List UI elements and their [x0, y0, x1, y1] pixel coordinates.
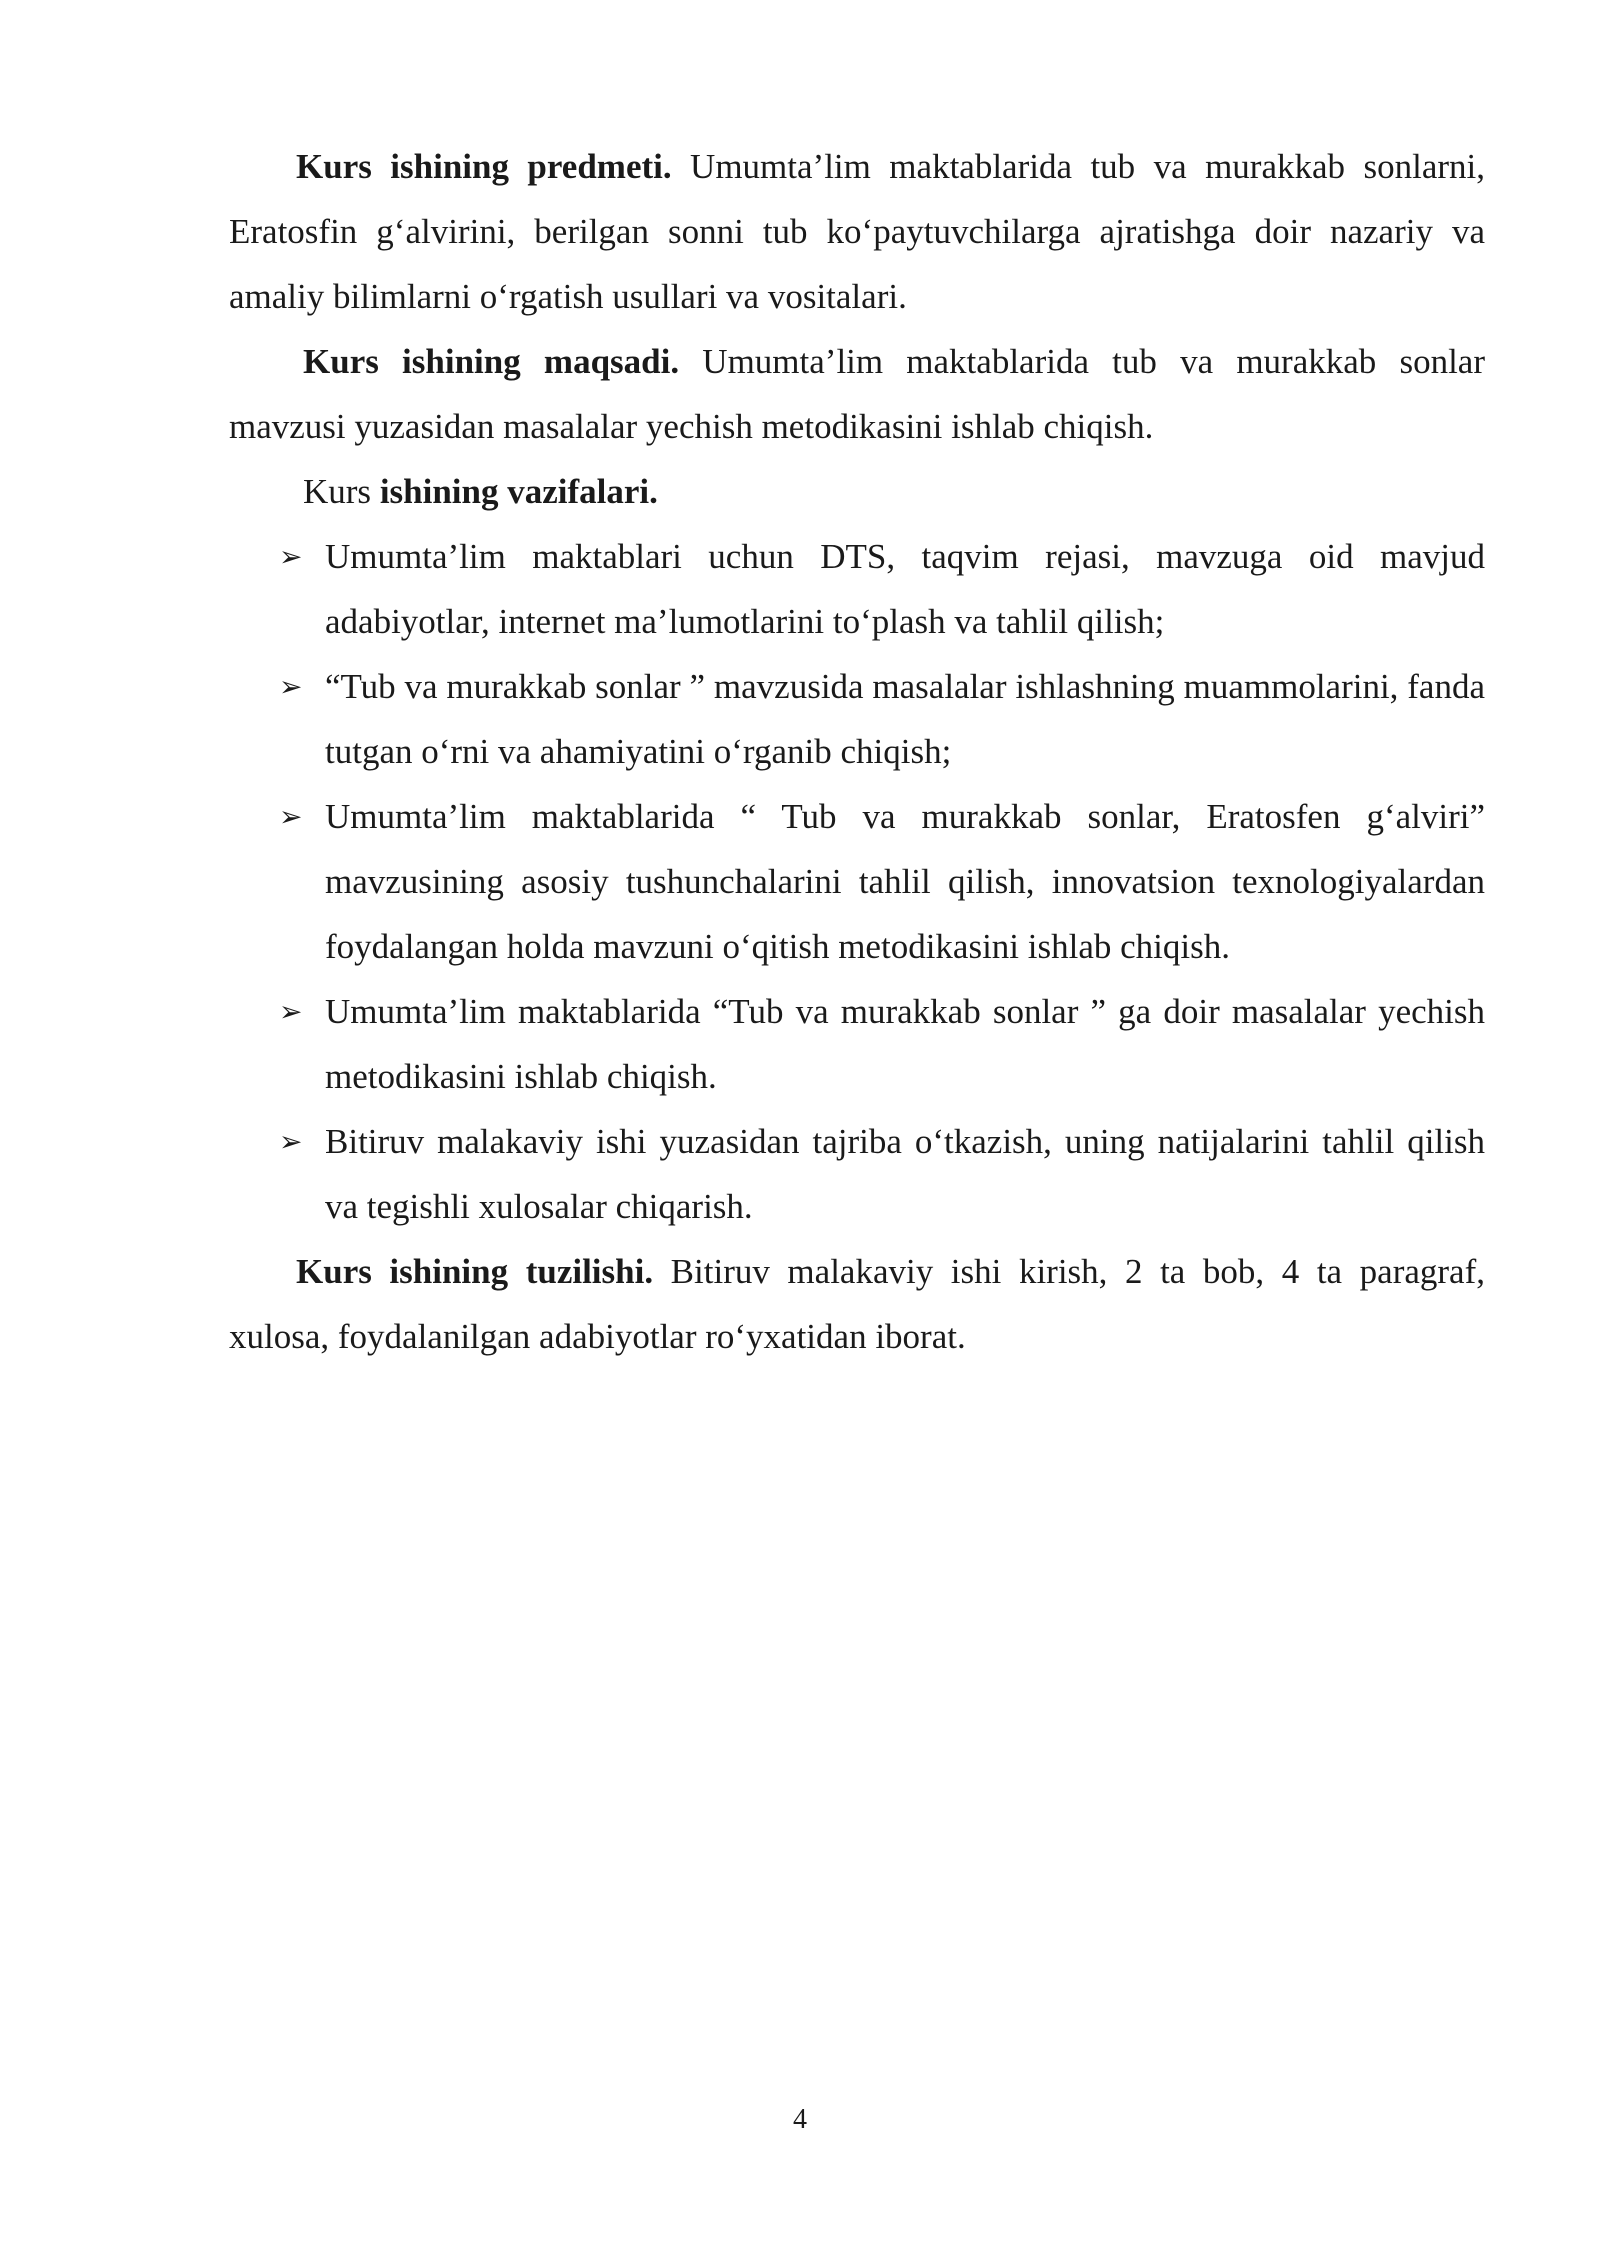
list-item-text: “Tub va murakkab sonlar ” mavzusida masalalar ishlashning muammolarini, fanda tutgan o‘rni va ahamiyatini o‘rganib chiqish; — [325, 667, 1485, 771]
list-item-text: Umumta’lim maktablarida “Tub va murakkab sonlar ” ga doir masalalar yechish metodikasini ishlab chiqish. — [325, 992, 1485, 1096]
arrow-bullet-icon: ➢ — [279, 995, 303, 1028]
list-item — [229, 979, 1485, 1109]
list-item — [229, 524, 1485, 654]
page-body — [229, 134, 1485, 1369]
list-item-text: Umumta’lim maktablarida “ Tub va murakkab sonlar, Eratosfen g‘alviri” mavzusining asosiy tushunchalarini tahlil qilish, innovatsion texnologiyalardan foydalangan holda mavzuni o‘qitish metodikasini ishlab chiqish. — [325, 797, 1485, 966]
maqsadi-paragraph — [229, 329, 1485, 459]
vazifalari-heading-bold: ishining vazifalari. — [379, 472, 658, 511]
list-item-text: Umumta’lim maktablari uchun DTS, taqvim rejasi, mavzuga oid mavjud adabiyotlar, internet ma’lumotlarini to‘plash va tahlil qilish; — [325, 537, 1485, 641]
tuzilishi-heading: Kurs ishining tuzilishi. — [296, 1252, 654, 1291]
maqsadi-text: Umumta’lim maktablarida tub va murakkab sonlar mavzusi yuzasidan masalalar yechish metodikasini ishlab chiqish. — [229, 342, 1486, 446]
list-item-text: Bitiruv malakaviy ishi yuzasidan tajriba o‘tkazish, uning natijalarini tahlil qilish va tegishli xulosalar chiqarish. — [325, 1122, 1485, 1226]
arrow-bullet-icon: ➢ — [279, 1125, 303, 1158]
arrow-bullet-icon: ➢ — [279, 800, 303, 833]
tuzilishi-paragraph — [229, 1239, 1485, 1369]
arrow-bullet-icon: ➢ — [279, 540, 303, 573]
list-item — [229, 1109, 1485, 1239]
list-item — [229, 784, 1485, 979]
predmeti-paragraph — [229, 134, 1485, 329]
vazifalari-list — [229, 524, 1485, 1239]
predmeti-text: Umumta’lim maktablarida tub va murakkab sonlarni, Eratosfin g‘alvirini, berilgan sonni tub ko‘paytuvchilarga ajratishga doir nazariy va amaliy bilimlarni o‘rgatish usullari va vositalari. — [229, 147, 1485, 316]
vazifalari-heading-plain: Kurs — [303, 472, 380, 511]
tuzilishi-text: Bitiruv malakaviy ishi kirish, 2 ta bob, 4 ta paragraf, xulosa, foydalanilgan adabiyotlar ro‘yxatidan iborat. — [229, 1252, 1485, 1356]
vazifalari-heading-line — [229, 459, 1485, 524]
predmeti-heading: Kurs ishining predmeti. — [296, 147, 672, 186]
maqsadi-heading: Kurs ishining maqsadi. — [303, 342, 680, 381]
list-item — [229, 654, 1485, 784]
arrow-bullet-icon: ➢ — [279, 670, 303, 703]
page-number: 4 — [793, 2104, 807, 2135]
